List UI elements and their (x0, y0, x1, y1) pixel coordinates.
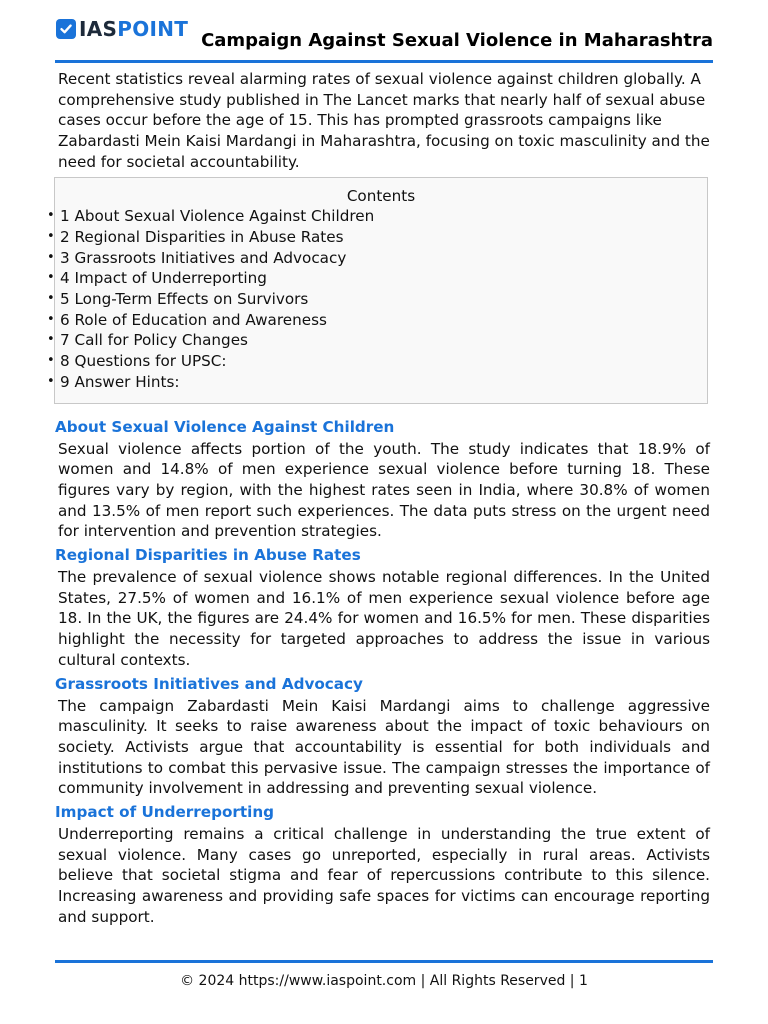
page-footer: © 2024 https://www.iaspoint.com | All Rights Reserved | 1 (180, 973, 588, 989)
main-content (55, 69, 710, 928)
check-square-icon (56, 19, 76, 39)
toc-item[interactable]: • 4 Impact of Underreporting (53, 268, 707, 289)
logo-wordmark (79, 18, 188, 40)
page-header (0, 0, 768, 64)
toc-item[interactable]: • 6 Role of Education and Awareness (53, 310, 707, 331)
footer-divider (55, 960, 713, 963)
section-regional-disparities (55, 545, 710, 671)
toc-item[interactable]: • 3 Grassroots Initiatives and Advocacy (53, 248, 707, 269)
table-of-contents (54, 177, 708, 404)
logo-point-text: POINT (117, 17, 189, 41)
document-title: Campaign Against Sexual Violence in Maharashtra (201, 30, 713, 51)
section-body: The prevalence of sexual violence shows notable regional differences. In the United States, 27.5% of women and 16.1% of men experience sexual violence before age 18. In the UK, the figures are 24.4% for women and 16.5% for men. These disparities highlight the necessity for targeted approaches to address the issue in various cultural contexts. (58, 568, 710, 669)
iaspoint-logo[interactable] (56, 18, 188, 40)
toc-item[interactable]: • 9 Answer Hints: (53, 372, 707, 393)
section-underreporting (55, 802, 710, 928)
section-heading: Grassroots Initiatives and Advocacy (55, 674, 363, 693)
section-grassroots (55, 674, 710, 800)
header-divider (55, 60, 713, 63)
section-heading: Impact of Underreporting (55, 803, 275, 822)
intro-paragraph: Recent statistics reveal alarming rates of sexual violence against children globally. A comprehensive study published in The Lancet marks that nearly half of sexual abuse cases occur before the age of 15. This has prompted grassroots campaigns like Zabardasti Mein Kaisi Mardangi in Maharashtra, focusing on toxic masculinity and the need for societal accountability. (58, 70, 710, 171)
toc-item[interactable]: • 5 Long-Term Effects on Survivors (53, 289, 707, 310)
toc-title: Contents (346, 186, 416, 205)
section-heading: About Sexual Violence Against Children (55, 417, 395, 436)
toc-item[interactable]: • 1 About Sexual Violence Against Children (53, 206, 707, 227)
toc-item[interactable]: • 8 Questions for UPSC: (53, 351, 707, 372)
section-about (55, 417, 710, 543)
toc-list (55, 206, 707, 392)
section-heading: Regional Disparities in Abuse Rates (55, 546, 361, 565)
section-body: Underreporting remains a critical challenge in understanding the true extent of sexual violence. Many cases go unreported, especially in rural areas. Activists believe that societal stigma and fear of repercussions contribute to this silence. Increasing awareness and providing safe spaces for victims can encourage reporting and support. (58, 825, 710, 926)
section-body: The campaign Zabardasti Mein Kaisi Mardangi aims to challenge aggressive masculinity. It seeks to raise awareness about the impact of toxic behaviours on society. Activists argue that accountability is essential for both individuals and institutions to combat this pervasive issue. The campaign stresses the importance of community involvement in addressing and preventing sexual violence. (58, 696, 710, 798)
section-body: Sexual violence affects portion of the youth. The study indicates that 18.9% of women and 14.8% of men experience sexual violence before turning 18. These figures vary by region, with the highest rates seen in India, where 30.8% of women and 13.5% of men report such experiences. The data puts stress on the urgent need for intervention and prevention strategies. (58, 439, 710, 541)
toc-item[interactable]: • 2 Regional Disparities in Abuse Rates (53, 227, 707, 248)
toc-item[interactable]: • 7 Call for Policy Changes (53, 330, 707, 351)
logo-ias-text: IAS (79, 17, 118, 41)
